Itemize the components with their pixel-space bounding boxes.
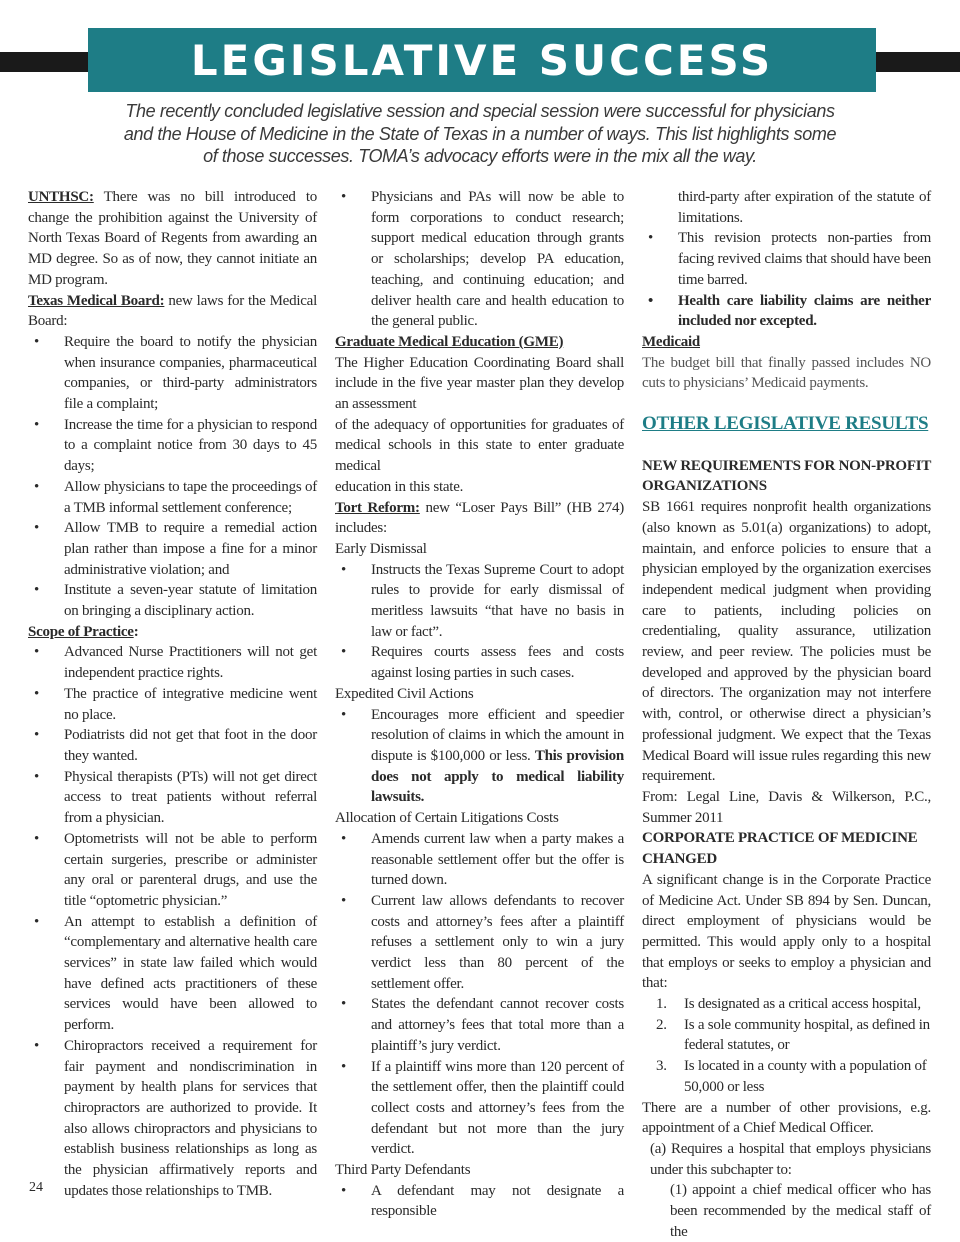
list-item: • This revision protects non-parties from facing revived claims that should have been time barred. bbox=[648, 230, 931, 288]
subsection-1: (1) appoint a chief medical officer who has been recommended by the medical staff of the bbox=[670, 1182, 931, 1240]
unthsc-paragraph: UNTHSC: There was no bill introduced to change the prohibition against the University of North Texas Board of Regents from awarding an MD degree. So as of now, they cannot initiate an MD program. bbox=[28, 189, 317, 288]
continued-text: third-party after expiration of the statute of limitations. bbox=[678, 189, 931, 226]
tort-reform-paragraph: Tort Reform: new “Loser Pays Bill” (HB 274) includes: bbox=[335, 499, 624, 537]
third-party-heading: Third Party Defendants bbox=[335, 1162, 471, 1179]
gme-text: of the adequacy of opportunities for graduates of medical schools in this state to enter graduate medical bbox=[335, 416, 624, 475]
numbered-item: 1. Is designated as a critical access hospital, bbox=[656, 996, 921, 1013]
numbered-item: 2. Is a sole community hospital, as defined in federal statutes, or bbox=[656, 1016, 930, 1054]
list-item: • A defendant may not designate a responsible bbox=[341, 1182, 624, 1220]
list-item: • Current law allows defendants to recover costs and attorney’s fees after a plaintiff refuses a settlement only to win a jury verdict less than 80 percent of the settlement offer. bbox=[341, 892, 624, 992]
gme-heading: Graduate Medical Education (GME) bbox=[335, 333, 564, 350]
column-middle bbox=[335, 187, 624, 1222]
page-number: 24 bbox=[29, 1180, 43, 1195]
intro-paragraph: The recently concluded legislative session and special session were successful for physicians and the House of Medicine in the State of Texas in a number of ways. This list highlights some of those successes. TOMA’s advocacy efforts were in the mix all the way. bbox=[123, 101, 837, 166]
list-item: • Physicians and PAs will now be able to form corporations to conduct research; support medical education through grants or scholarships; develop PA education, teaching, and continuing education; and deliver health care and health education to the general public. bbox=[341, 189, 624, 330]
list-item: • Allow TMB to require a remedial action plan rather than impose a fine for a minor administrative violation; and bbox=[34, 520, 317, 578]
list-item: • Instructs the Texas Supreme Court to adopt rules to provide for early dismissal of meritless lawsuits “that have no basis in law or fact”. bbox=[341, 561, 624, 640]
tmb-paragraph: Texas Medical Board: new laws for the Medical Board: bbox=[28, 292, 317, 330]
list-item: • Health care liability claims are neither included nor excepted. bbox=[648, 292, 931, 330]
corporate-text: A significant change is in the Corporate Practice of Medicine Act. Under SB 894 by Sen. Duncan, direct employment of physicians would be permitted. This would apply only to a hospital that employs or seeks to employ a physician and that: bbox=[642, 871, 931, 992]
list-item: • If a plaintiff wins more than 120 percent of the settlement offer, then the plaintiff could collect costs and attorney’s fees from the defendant but not more than the jury verdict. bbox=[341, 1058, 624, 1158]
expedited-heading: Expedited Civil Actions bbox=[335, 685, 474, 702]
nonprofit-text: SB 1661 requires nonprofit health organizations (also known as 5.01(a) organizations) to adopt, maintain, and enforce policies to ensure that a physician employed by the organization exercises independent medical judgment when providing care to patients, including policies on credentialing, quality assurance, utilization review, and peer review. The policies must be developed and approved by the physician board of directors. The organization may not interfere with, control, or otherwise direct a physician’s professional judgment. We expect that the Texas Medical Board will issue rules regarding this new requirement. bbox=[642, 499, 931, 785]
medicaid-text: The budget bill that finally passed includes NO cuts to physicians’ Medicaid payments. bbox=[642, 354, 931, 392]
list-item: • Increase the time for a physician to respond to a complaint notice from 30 days to 45 days; bbox=[34, 416, 317, 475]
list-item: • Podiatrists did not get that foot in the door they wanted. bbox=[34, 727, 317, 764]
list-item: • Amends current law when a party makes a reasonable settlement offer but the offer is turned down. bbox=[341, 830, 624, 889]
other-provisions-text: There are a number of other provisions, e.g. appointment of a Chief Medical Officer. bbox=[642, 1099, 931, 1137]
list-item: • Requires courts assess fees and costs against losing parties in such cases. bbox=[341, 644, 624, 682]
column-right bbox=[642, 187, 931, 1242]
other-results-heading: OTHER LEGISLATIVE RESULTS bbox=[642, 413, 929, 435]
subsection-a: (a) Requires a hospital that employs physicians under this subchapter to: bbox=[650, 1140, 931, 1178]
gme-text: The Higher Education Coordinating Board shall include in the five year master plan they develop an assessment bbox=[335, 354, 624, 413]
list-item: • States the defendant cannot recover costs and attorney’s fees that total more than a plaintiff’s jury verdict. bbox=[341, 996, 624, 1054]
list-item: • Advanced Nurse Practitioners will not get independent practice rights. bbox=[34, 644, 317, 682]
list-item: • Chiropractors received a requirement for fair payment and nondiscrimination in payment by health plans for services that chiropractors are authorized to provide. It also allows chiropractors and physicians to establish business relationships as long as the physician affirmatively reports and updates those relationships to TMB. bbox=[34, 1037, 317, 1199]
gme-text: education in this state. bbox=[335, 478, 464, 495]
page-title: LEGISLATIVE SUCCESS bbox=[88, 28, 876, 92]
left-decorative-bar bbox=[0, 52, 88, 72]
scope-heading: Scope of Practice: bbox=[28, 623, 139, 640]
source-citation: From: Legal Line, Davis & Wilkerson, P.C., Summer 2011 bbox=[642, 788, 931, 826]
list-item: • Physical therapists (PTs) will not get direct access to treat patients without referral from a physician. bbox=[34, 768, 317, 827]
right-decorative-bar bbox=[876, 52, 960, 72]
medicaid-heading: Medicaid bbox=[642, 333, 700, 350]
nonprofit-heading: NEW REQUIREMENTS FOR NON-PROFIT ORGANIZATIONS bbox=[642, 457, 931, 495]
numbered-item: 3. Is located in a county with a population of 50,000 or less bbox=[656, 1058, 927, 1095]
list-item: • An attempt to establish a definition of “complementary and alternative health care services” in state law failed which would have defined acts practitioners of these services would have been allowed to perform. bbox=[34, 913, 317, 1034]
list-item: • Require the board to notify the physician when insurance companies, pharmaceutical companies, or third-party administrators file a complaint; bbox=[34, 333, 317, 413]
list-item: • Allow physicians to tape the proceedings of a TMB informal settlement conference; bbox=[34, 478, 317, 516]
column-left bbox=[28, 187, 317, 1201]
list-item: • The practice of integrative medicine went no place. bbox=[34, 685, 317, 723]
corporate-heading: CORPORATE PRACTICE OF MEDICINE CHANGED bbox=[642, 830, 918, 868]
list-item: • Institute a seven-year statute of limitation on bringing a disciplinary action. bbox=[34, 582, 317, 620]
allocation-heading: Allocation of Certain Litigations Costs bbox=[335, 810, 559, 827]
list-item: • Optometrists will not be able to perform certain surgeries, prescribe or administer any oral or parenteral drugs, and use the title “optometric physician.” bbox=[34, 830, 317, 909]
list-item: • Encourages more efficient and speedier resolution of claims in which the amount in dispute is $100,000 or less. This provision does not apply to medical liability lawsuits. bbox=[341, 706, 624, 806]
early-dismissal-heading: Early Dismissal bbox=[335, 540, 427, 557]
